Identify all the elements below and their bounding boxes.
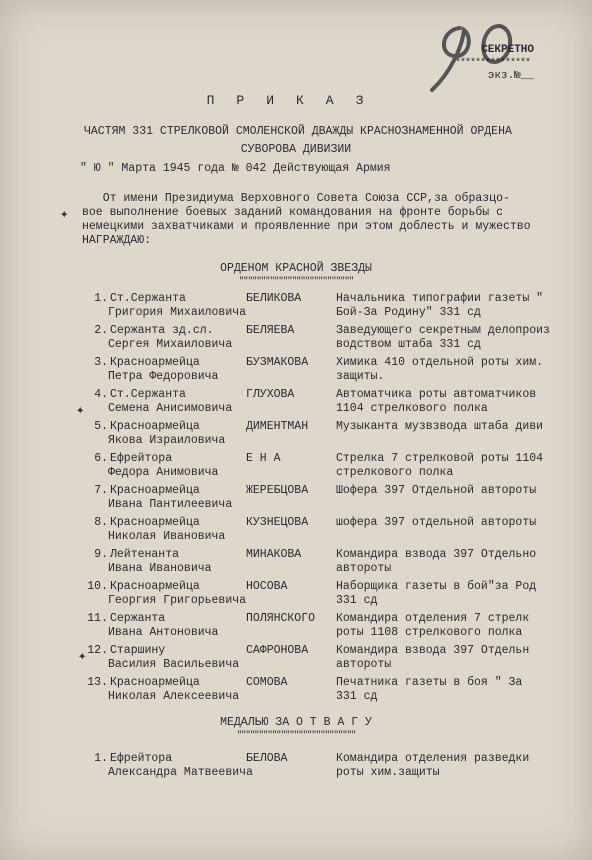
preamble: От имени Президиума Верховного Совета Союза ССР,за образцо- вое выполнение боевых заданий командования на фронте борьбы с немецкими захватчиками и проявленние при этом доблесть и мужество НАГРАЖДАЮ: [82, 192, 531, 247]
entry-rank: Сержанта [110, 612, 166, 625]
award-entry [0, 388, 592, 420]
entry-position-line-1: Химика 410 отдельной роты хим. [336, 356, 544, 369]
entry-number: 6. [94, 452, 108, 465]
award-entry [0, 420, 592, 452]
entry-position-line-1: Командира взвода 397 Отдельн [336, 644, 530, 657]
entry-surname: ПОЛЯНСКОГО [246, 612, 316, 625]
entry-surname: ЖЕРЕБЦОВА [246, 484, 309, 497]
entry-position-line-2: роты 1108 стрелкового полка [336, 626, 523, 639]
secret-label: СЕКРЕТНО [481, 44, 534, 56]
copy-number: экз.№__ [487, 70, 534, 82]
entry-number: 2. [94, 324, 108, 337]
entry-position-line-1: Шофера 397 Отдельной автороты [336, 484, 537, 497]
entry-position-line-2: Бой-За Родину" 331 сд [336, 306, 481, 319]
entry-rank: Ефрейтора [110, 752, 173, 765]
entry-surname: ГЛУХОВА [246, 388, 295, 401]
entry-given-names: Николая Алексеевича [108, 690, 240, 703]
entry-number: 11. [87, 612, 108, 625]
entry-surname: Е Н А [246, 452, 281, 465]
entry-position-line-1: Начальника типографии газеты " [336, 292, 544, 305]
entry-number: 8. [94, 516, 108, 529]
entry-rank: Красноармейца [110, 676, 200, 689]
entry-surname: КУЗНЕЦОВА [246, 516, 309, 529]
entry-surname: БЕЛОВА [246, 752, 288, 765]
entry-position-line-2: 1104 стрелкового полка [336, 402, 488, 415]
entry-surname: МИНАКОВА [246, 548, 302, 561]
date-line: " Ю " Марта 1945 года № 042 Действующая Армия [80, 162, 391, 175]
entry-rank: Сержанта зд.сл. [110, 324, 214, 337]
entry-rank: Красноармейца [110, 356, 200, 369]
entry-position-line-1: Командира отделения разведки [336, 752, 530, 765]
entry-given-names: Федора Анимовича [108, 466, 219, 479]
margin-star-mark: ✦ [60, 207, 69, 223]
entry-rank: Красноармейца [110, 516, 200, 529]
entry-rank: Лейтенанта [110, 548, 180, 561]
award-entry [0, 516, 592, 548]
entry-given-names: Ивана Ивановича [108, 562, 212, 575]
entry-surname: БЕЛЯЕВА [246, 324, 295, 337]
entry-rank: Красноармейца [110, 484, 200, 497]
entry-given-names: Николая Ивановича [108, 530, 226, 543]
entry-number: 7. [94, 484, 108, 497]
entry-position-line-2: автороты [336, 562, 392, 575]
entry-surname: ДИМЕНТМАН [246, 420, 309, 433]
award-entry [0, 644, 592, 676]
section-title-medal: МЕДАЛЬЮ ЗА О Т В А Г У [220, 716, 372, 729]
entry-surname: САФРОНОВА [246, 644, 309, 657]
entry-given-names: Семена Анисимовича [108, 402, 233, 415]
entry-position-line-2: 331 сд [336, 690, 378, 703]
margin-star-mark: ✦ [78, 649, 87, 665]
entry-given-names: Василия Васильевича [108, 658, 240, 671]
award-entry [0, 548, 592, 580]
subtitle-line-2: СУВОРОВА ДИВИЗИИ [240, 143, 352, 156]
entry-rank: Ефрейтора [110, 452, 173, 465]
entry-position-line-1: Автоматчика роты автоматчиков [336, 388, 537, 401]
award-entry [0, 612, 592, 644]
entry-number: 1. [94, 752, 108, 765]
entry-position-line-2: автороты [336, 658, 392, 671]
entry-number: 3. [94, 356, 108, 369]
entry-position-line-1: Командира отделения 7 стрелк [336, 612, 530, 625]
award-entry [0, 356, 592, 388]
entry-given-names: Ивана Антоновича [108, 626, 219, 639]
margin-star-mark: ✦ [76, 403, 85, 419]
entry-position-line-1: Печатника газеты в боя " За [336, 676, 523, 689]
entry-number: 9. [94, 548, 108, 561]
entry-surname: СОМОВА [246, 676, 288, 689]
entry-position-line-2: стрелкового полка [336, 466, 454, 479]
entry-given-names: Александра Матвеевича [108, 766, 253, 779]
entry-surname: НОСОВА [246, 580, 288, 593]
entry-number: 4. [94, 388, 108, 401]
secret-underline: *************** [454, 58, 530, 69]
entry-surname: БЕЛИКОВА [246, 292, 302, 305]
section-title-red-star: ОРДЕНОМ КРАСНОЙ ЗВЕЗДЫ [220, 262, 372, 275]
entry-rank: Красноармейца [110, 420, 200, 433]
entry-number: 1. [94, 292, 108, 305]
entry-number: 13. [87, 676, 108, 689]
entry-rank: Красноармейца [110, 580, 200, 593]
award-entry [0, 580, 592, 612]
entry-given-names: Петра Федоровича [108, 370, 219, 383]
section-underline: """"""""""""""""""""""""""" [236, 730, 356, 740]
entry-given-names: Сергея Михаиловича [108, 338, 233, 351]
award-entry [0, 292, 592, 324]
entry-position-line-1: Наборщика газеты в бой"за Род [336, 580, 537, 593]
section-underline: """""""""""""""""""""""""" [238, 276, 354, 286]
entry-number: 10. [87, 580, 108, 593]
entry-position-line-1: Музыканта музвзвода штаба диви [336, 420, 544, 433]
entry-position-line-1: шофера 397 отдельной автороты [336, 516, 537, 529]
award-entry [0, 752, 592, 784]
entry-position-line-2: защиты. [336, 370, 385, 383]
entry-number: 12. [87, 644, 108, 657]
entry-rank: Ст.Сержанта [110, 388, 186, 401]
entry-position-line-2: водством штаба 331 сд [336, 338, 481, 351]
entry-given-names: Ивана Пантилеевича [108, 498, 233, 511]
entry-rank: Ст.Сержанта [110, 292, 186, 305]
entry-rank: Старшину [110, 644, 166, 657]
entry-position-line-1: Заведующего секретным делопроиз [336, 324, 550, 337]
entry-position-line-1: Командира взвода 397 Отдельно [336, 548, 537, 561]
entry-position-line-2: роты хим.защиты [336, 766, 440, 779]
document-title: ПРИКАЗ [206, 93, 386, 108]
entry-surname: БУЗМАКОВА [246, 356, 309, 369]
entry-given-names: Якова Израиловича [108, 434, 226, 447]
entry-given-names: Георгия Григорьевича [108, 594, 247, 607]
award-entry [0, 324, 592, 356]
subtitle-line-1: ЧАСТЯМ 331 СТРЕЛКОВОЙ СМОЛЕНСКОЙ ДВАЖДЫ КРАСНОЗНАМЕННОЙ ОРДЕНА [84, 125, 512, 138]
entry-position-line-1: Стрелка 7 стрелковой роты 1104 [336, 452, 544, 465]
entry-number: 5. [94, 420, 108, 433]
entry-position-line-2: 331 сд [336, 594, 378, 607]
award-entry [0, 676, 592, 708]
award-entry [0, 484, 592, 516]
award-entry [0, 452, 592, 484]
entry-given-names: Григория Михаиловича [108, 306, 247, 319]
